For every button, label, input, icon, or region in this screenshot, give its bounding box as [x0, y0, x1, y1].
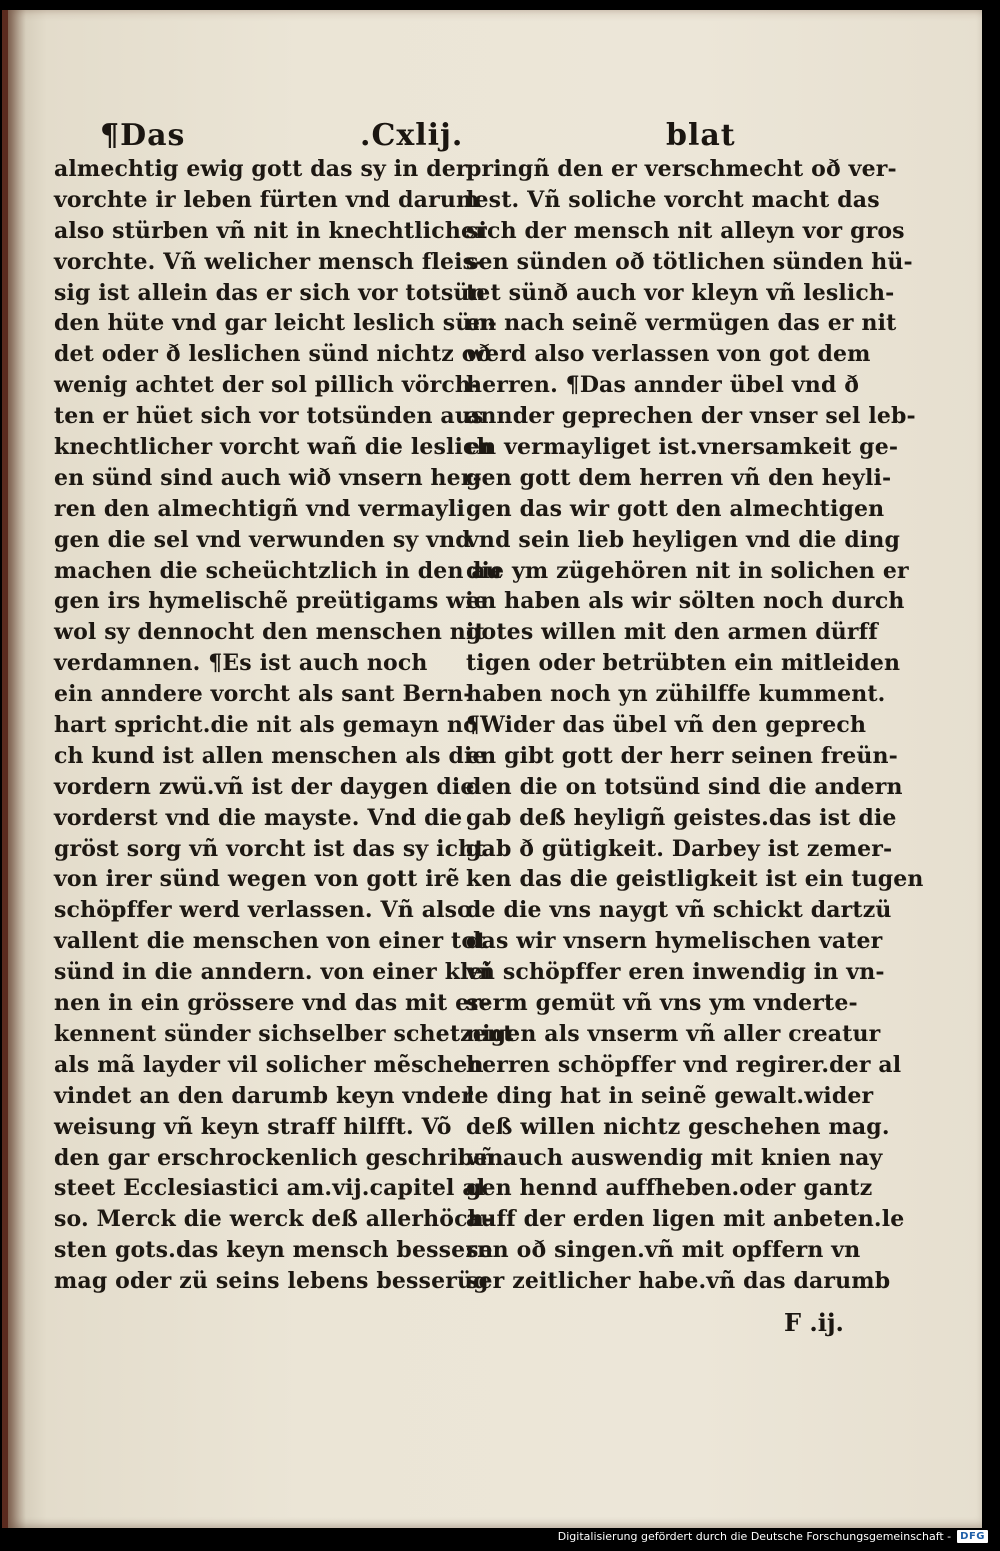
text-line: gen hennd auffheben.oder gantz: [466, 1175, 873, 1202]
text-line: gab ð gütigkeit. Darbey ist zemer-: [466, 835, 893, 862]
text-line: de die vns naygt vñ schickt dartzü: [466, 897, 892, 924]
text-line: ken das die geistligkeit ist ein tugen: [466, 866, 924, 893]
credit-text: Digitalisierung gefördert durch die Deutsche Forschungsgemeinschaft -: [557, 1529, 952, 1543]
text-line: sig ist allein das er sich vor totsün: [54, 279, 486, 306]
text-line: den hüte vnd gar leicht leslich sün-: [54, 310, 497, 337]
text-line: steet Ecclesiastici am.vij.capitel al: [54, 1175, 486, 1202]
text-line: so. Merck die werck deß allerhöch-: [54, 1206, 494, 1233]
running-head-right: blat: [666, 118, 736, 153]
text-line: gen das wir gott den almechtigen: [466, 495, 885, 522]
text-line: wenig achtet der sol pillich vörch-: [54, 372, 481, 399]
text-line: also stürben vñ nit in knechtlicher: [54, 217, 487, 244]
text-line: sünd in die anndern. von einer klei: [54, 959, 492, 986]
text-line: auff der erden ligen mit anbeten.le: [466, 1206, 905, 1233]
text-line: gen irs hymelischẽ preütigams wie: [54, 588, 488, 615]
text-line: hart spricht.die nit als gemayn no: [54, 712, 478, 739]
text-line: wol sy dennocht den menschen nit: [54, 619, 485, 646]
text-line: ser zeitlicher habe.vñ das darumb: [466, 1268, 891, 1295]
text-line: lest. Vñ soliche vorcht macht das: [466, 186, 880, 213]
text-line: gen gott dem herren vñ den heyli-: [466, 464, 892, 491]
text-line: machen die scheüchtzlich in den au: [54, 557, 502, 584]
text-line: ren den almechtigñ vnd vermayli: [54, 495, 465, 522]
text-line: sten gots.das keyn mensch bessern: [54, 1237, 494, 1264]
text-line: tigen oder betrübten ein mitleiden: [466, 650, 901, 677]
text-line: ein anndere vorcht als sant Bern-: [54, 681, 473, 708]
text-line: haben noch yn zühilffe kumment.: [466, 681, 886, 708]
text-line: weisung vñ keyn straff hilfft. Võ: [54, 1113, 452, 1140]
text-line: herren schöpffer vnd regirer.der al: [466, 1051, 902, 1078]
binding-shadow: [8, 10, 26, 1528]
dfg-logo: DFG: [957, 1530, 988, 1543]
text-line: le ding hat in seinẽ gewalt.wider: [466, 1082, 874, 1109]
text-line: en gibt gott der herr seinen freün-: [466, 742, 898, 769]
text-line: vallent die menschen von einer tot: [54, 928, 487, 955]
folio-number: .Cxlij.: [360, 118, 464, 153]
text-line: gen die sel vnd verwunden sy vnd: [54, 526, 471, 553]
text-line: gotes willen mit den armen dürff: [466, 619, 878, 646]
text-line: tet sünð auch vor kleyn vñ leslich-: [466, 279, 895, 306]
text-line: en nach seinẽ vermügen das er nit: [466, 310, 897, 337]
book-page: [2, 10, 982, 1528]
text-line: annder geprechen der vnser sel leb-: [466, 403, 916, 430]
text-line: knechtlicher vorcht wañ die leslich: [54, 434, 493, 461]
text-line: den gar erschrockenlich geschriben: [54, 1144, 504, 1171]
text-line: vordern zwü.vñ ist der daygen die: [54, 773, 475, 800]
text-line: en sünd sind auch wið vnsern her-: [54, 464, 482, 491]
text-line: werd also verlassen von got dem: [466, 341, 871, 368]
text-line: von irer sünd wegen von gott irẽ: [54, 866, 460, 893]
text-line: nigen als vnserm vñ aller creatur: [466, 1020, 881, 1047]
text-line: deß willen nichtz geschehen mag.: [466, 1113, 890, 1140]
text-line: schöpffer werd verlassen. Vñ also: [54, 897, 472, 924]
text-line: sich der mensch nit alleyn vor gros: [466, 217, 905, 244]
text-line: kennent sünder sichselber schetzent: [54, 1020, 514, 1047]
text-line: vnd sein lieb heyligen vnd die ding: [466, 526, 901, 553]
text-column-left: [54, 154, 514, 1297]
text-line: ten er hüet sich vor totsünden aus: [54, 403, 484, 430]
text-line: pringñ den er verschmecht oð ver-: [466, 156, 897, 182]
text-line: sen sünden oð tötlichen sünden hü-: [466, 248, 913, 275]
running-head-left: ¶Das: [100, 118, 186, 153]
text-line: ¶Wider das übel vñ den geprech: [466, 712, 867, 739]
text-line: die ym zügehören nit in solichen er: [466, 557, 909, 584]
text-line: verdamnen. ¶Es ist auch noch: [54, 650, 428, 677]
text-line: vindet an den darumb keyn vnder: [54, 1082, 473, 1109]
text-line: nen in ein grössere vnd das mit er-: [54, 990, 491, 1017]
digitization-credit: [558, 1527, 988, 1545]
text-line: almechtig ewig gott das sy in der: [54, 156, 468, 182]
text-line: en haben als wir sölten noch durch: [466, 588, 905, 615]
signature-mark: F .ij.: [784, 1308, 844, 1337]
text-column-right: [466, 154, 924, 1297]
text-line: vorchte ir leben fürten vnd darum: [54, 186, 480, 213]
text-line: herren. ¶Das annder übel vnd ð: [466, 372, 860, 399]
text-line: gab deß heyligñ geistes.das ist die: [466, 804, 897, 831]
text-line: den die on totsünd sind die andern: [466, 773, 903, 800]
text-line: gröst sorg vñ vorcht ist das sy icht: [54, 835, 485, 862]
text-line: vorchte. Vñ welicher mensch fleis-: [54, 248, 485, 275]
text-line: en vermayliget ist.vnersamkeit ge-: [466, 434, 899, 461]
text-line: vorderst vnd die mayste. Vnd die: [54, 804, 463, 831]
text-line: serm gemüt vñ vns ym vnderte-: [466, 990, 858, 1017]
text-line: det oder ð leslichen sünd nichtz oð: [54, 341, 492, 368]
text-line: das wir vnsern hymelischen vater: [466, 928, 883, 955]
text-line: mag oder zü seins lebens besserüg: [54, 1268, 489, 1295]
text-line: vñ auch auswendig mit knien nay: [466, 1144, 883, 1171]
text-line: ch kund ist allen menschen als die: [54, 742, 487, 769]
text-line: sen oð singen.vñ mit opffern vn: [466, 1237, 861, 1264]
text-line: vñ schöpffer eren inwendig in vn-: [466, 959, 885, 986]
text-line: als mã layder vil solicher mẽschen: [54, 1051, 484, 1078]
